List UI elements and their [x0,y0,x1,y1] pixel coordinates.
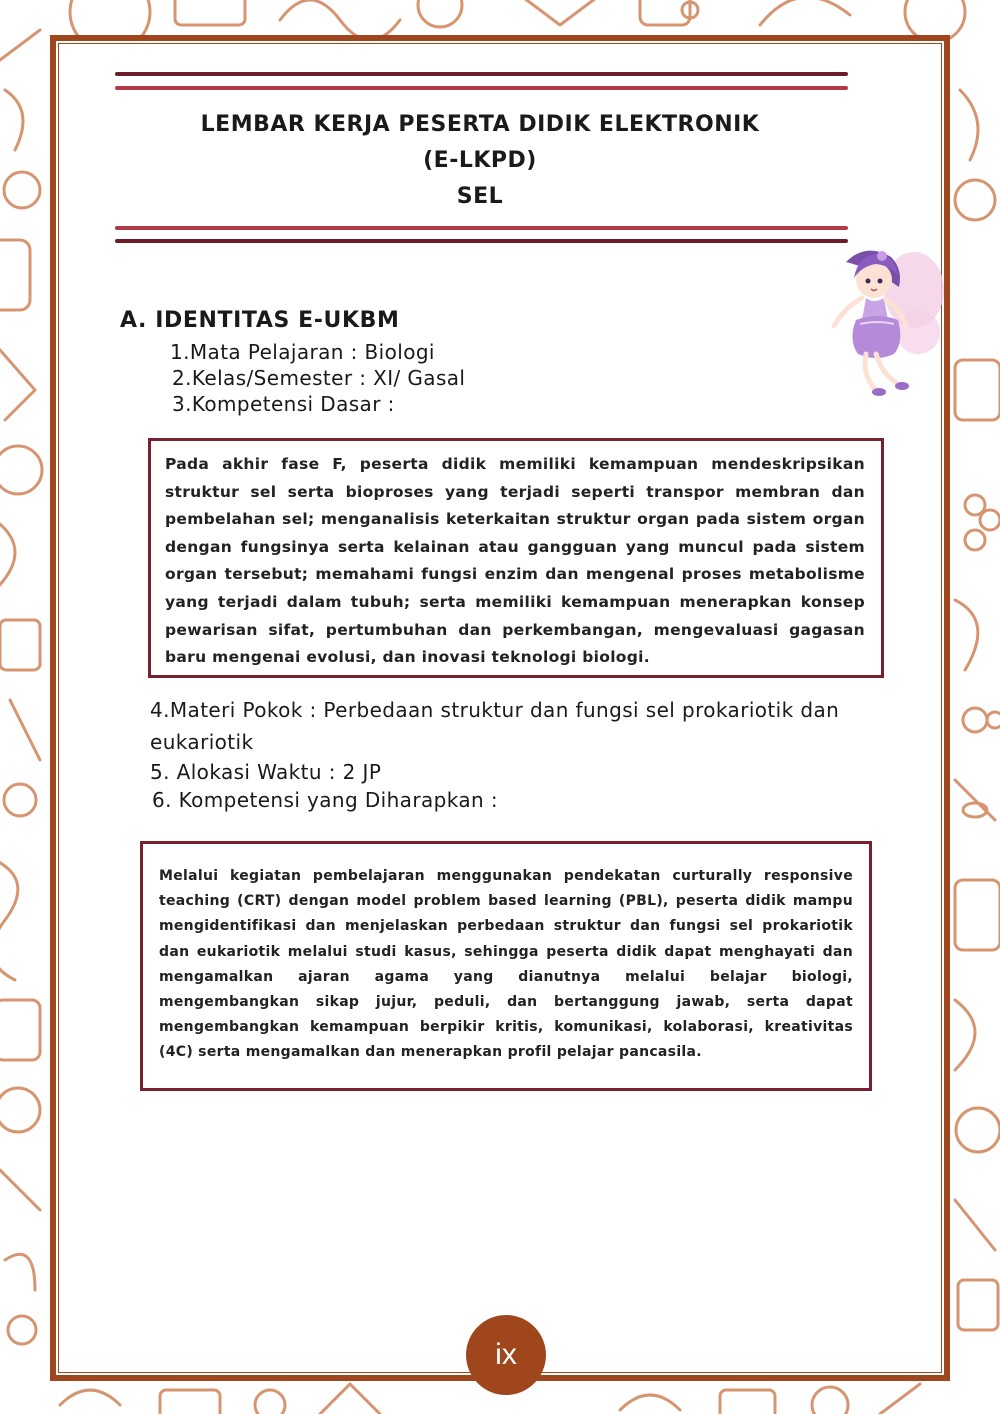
kompetensi-dasar-box [148,438,884,678]
fairy-illustration [826,240,946,410]
item-kompetensi-diharapkan: 6. Kompetensi yang Diharapkan : [152,788,498,812]
item-alokasi-waktu: 5. Alokasi Waktu : 2 JP [150,760,382,784]
top-rule-light [115,86,848,90]
bottom-rule-dark [115,239,848,243]
kompetensi-diharapkan-box [140,841,872,1091]
kompetensi-dasar-text: Pada akhir fase F, peserta didik memiliki kemampuan mendeskripsikan struktur sel serta bioproses yang terjadi seperti transpor membran dan pembelahan sel; menganalisis keterkaitan struktur organ pada sistem organ dengan fungsinya serta kelainan atau gangguan yang muncul pada sistem organ tersebut; memahami fungsi enzim dan mengenal proses metabolisme yang terjadi dalam tubuh; serta memiliki kemampuan menerapkan konsep pewarisan sifat, pertumbuhan dan perkembangan, mengevaluasi gagasan baru mengenai evolusi, dan inovasi teknologi biologi. [165,455,865,667]
top-rule-dark [115,72,848,76]
item-materi-pokok-line1: 4.Materi Pokok : Perbedaan struktur dan fungsi sel prokariotik dan [150,698,840,722]
item-mata-pelajaran: 1.Mata Pelajaran : Biologi [170,340,435,364]
title-line-3: SEL [456,184,504,209]
bottom-rule-light [115,226,848,230]
item-kelas-semester: 2.Kelas/Semester : XI/ Gasal [172,366,466,390]
section-a-heading: A. IDENTITAS E-UKBM [120,308,400,333]
item-kompetensi-dasar: 3.Kompetensi Dasar : [172,392,395,416]
item-materi-pokok-line2: eukariotik [150,730,254,754]
kompetensi-diharapkan-text: Melalui kegiatan pembelajaran menggunakan pendekatan curturally responsive teaching (CRT) dengan model problem based learning (PBL), peserta didik mampu mengidentifikasi dan menjelaskan perbedaan struktur dan fungsi sel prokariotik dan eukariotik melalui studi kasus, sehingga peserta didik dapat menghayati dan mengamalkan ajaran agama yang dianutnya melalui belajar biologi, mengembangkan sikap jujur, peduli, dan bertanggung jawab, serta dapat mengembangkan kemampuan berpikir kritis, komunikasi, kolaborasi, kreativitas (4C) serta mengamalkan dan menerapkan profil pelajar pancasila. [159,868,853,1061]
title-line-2: (E-LKPD) [423,148,537,173]
title-line-1: LEMBAR KERJA PESERTA DIDIK ELEKTRONIK [200,112,760,137]
page-number: ix [466,1315,546,1395]
